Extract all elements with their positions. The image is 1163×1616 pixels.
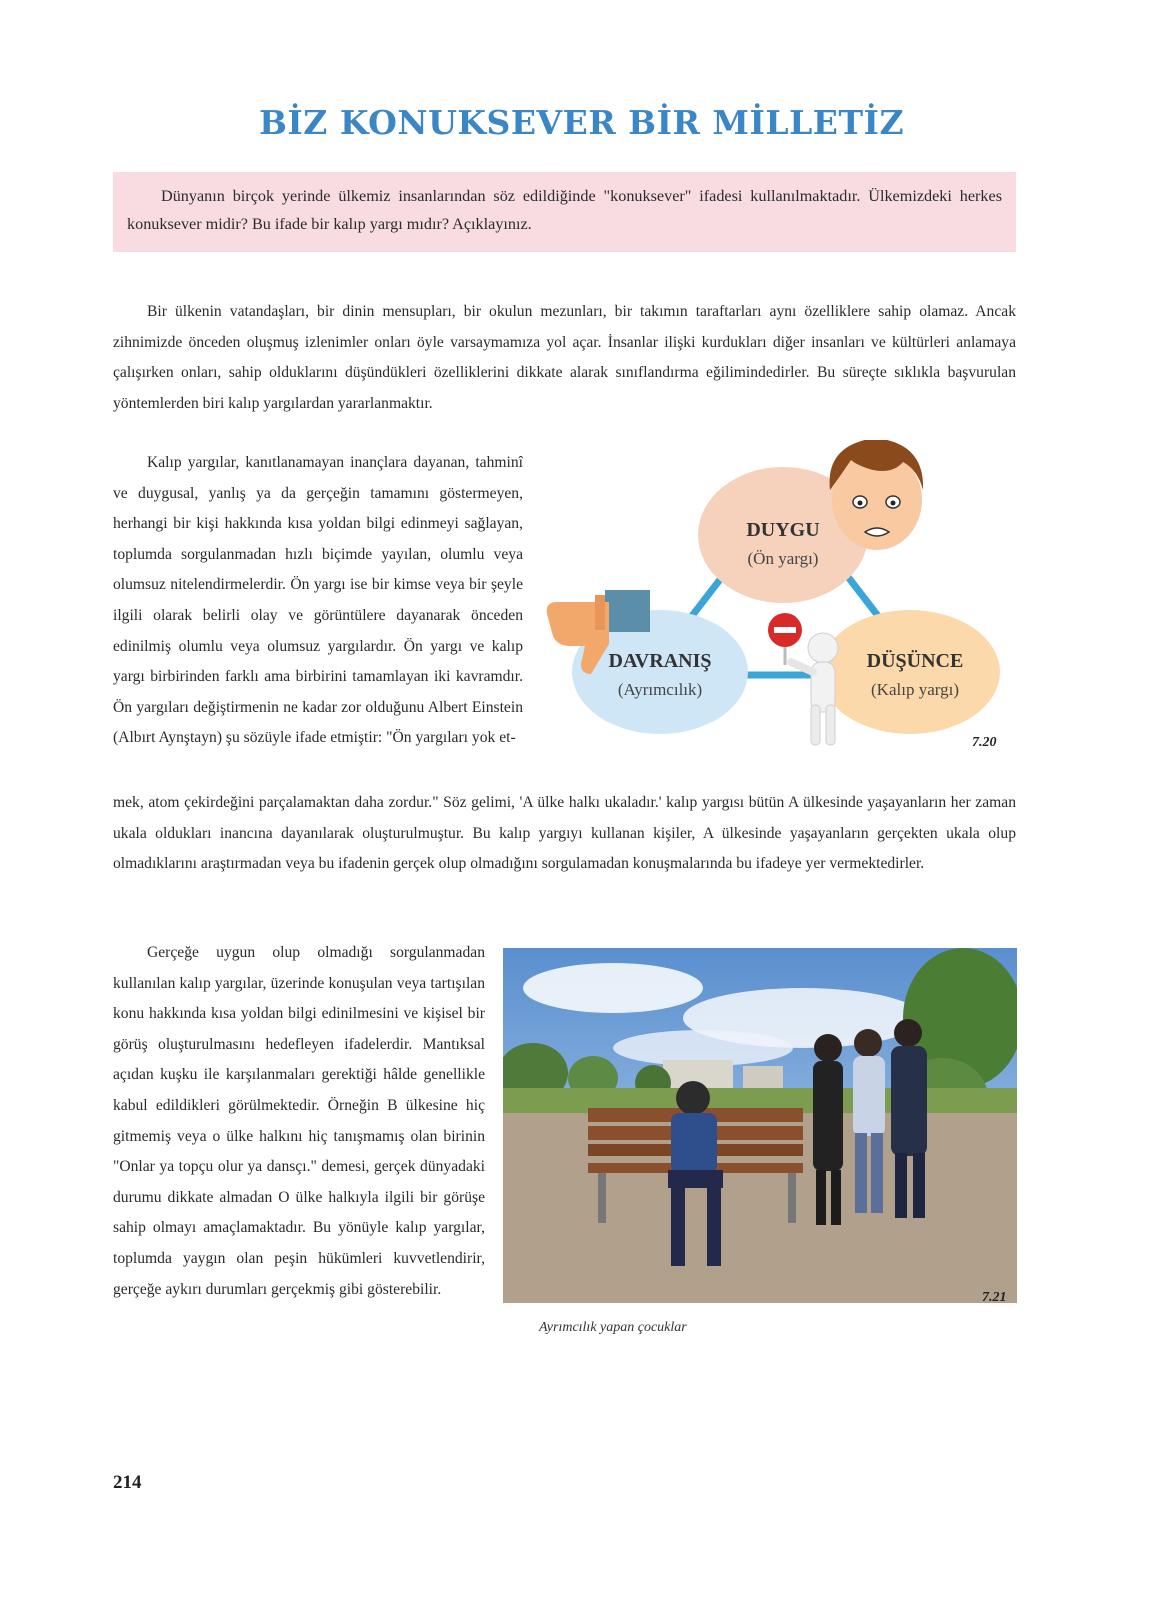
page-title: BİZ KONUKSEVER BİR MİLLETİZ — [258, 103, 905, 142]
concept-diagram — [545, 440, 1020, 760]
page-number: 214 — [113, 1472, 142, 1493]
callout-text: Dünyanın birçok yerinde ülkemiz insanlarından söz edildiğinde "konuksever" ifadesi kullanılmaktadır. Ülkemizdeki herkes konuksever midir? Bu ifade bir kalıp yargı mıdır? Açıklayınız. — [127, 187, 1002, 233]
figure-number-diagram: 7.20 — [972, 735, 997, 750]
stop-sign-figure-icon — [768, 613, 838, 745]
duygu-sublabel: (Ön yargı) — [747, 549, 819, 568]
paragraph-intro: Bir ülkenin vatandaşları, bir dinin mensupları, bir okulun mezunları, bir takımın taraftarları aynı özelliklere sahip olamaz. Ancak zihnimizde önceden oluşmuş izlenimler onları öyle varsaymamıza yol açar. İnsanlar ilişki kurdukları diğer insanları ve kültürleri anlamaya çalışırken onları, sahip olduklarını düşündükleri özelliklerini dikkate alarak sınıflandırma eğilimindedirler. Bu süreçte sıklıkla başvurulan yöntemlerden biri kalıp yargılardan yararlanmaktır. — [113, 303, 1016, 412]
duygu-label: DUYGU — [746, 519, 820, 541]
question-callout-box — [113, 172, 1016, 252]
figure-number-photo: 7.21 — [982, 1290, 1007, 1305]
dusunce-label: DÜŞÜNCE — [866, 650, 964, 672]
dusunce-circle — [820, 610, 1000, 734]
davranis-label: DAVRANIŞ — [608, 650, 712, 672]
paragraph-conclusion: Gerçeğe uygun olup olmadığı sorgulanmadan kullanılan kalıp yargılar, üzerinde konuşulan veya tartışılan konu hakkında kısa yoldan bilgi edinilmesini ve kişisel bir görüş oluşturulmasını hedefleyen ifadelerdir. Mantıksal açıdan kuşku ile karşılanmaları gerektiği hâlde genellikle kabul edildikleri görülmektedir. Örneğin B ülkesine hiç gitmemiş veya o ülke halkını hiç tanışmamış olan birinin "Onlar ya topçu olur ya dansçı." demesi, gerçek dünyadaki durumu dikkate almadan O ülke halkıyla ilgili bir görüşe sahip olmayı amaçlamaktadır. Bu yönüyle kalıp yargılar, toplumda yaygın olan peşin hükümleri kuvvetlendirir, gerçeğe aykırı durumları gerçekmiş gibi gösterebilir. — [113, 944, 485, 1298]
paragraph-example: mek, atom çekirdeğini parçalamaktan daha zordur." Söz gelimi, 'A ülke halkı ukaladır.' kalıp yargısı bütün A ülkesinde yaşayanların her zaman ukala oldukları inancına dayanılarak oluşturulmuştur. Bu kalıp yargıyı kullanan kişiler, A ülkesinde yaşayanların gerçekten ukala olup olmadıklarını araştırmadan veya bu ifadenin gerçek olup olmadığını sorgulamadan konuşmalarında bu ifadeye yer vermektedirler. — [113, 794, 1016, 873]
paragraph-definitions: Kalıp yargılar, kanıtlanamayan inançlara dayanan, tahminî ve duygusal, yanlış ya da gerçeğin tamamını göstermeyen, herhangi bir kişi hakkında kısa yoldan bilgi edinmeyi sağlayan, toplumda sorgulanmadan hızlı biçimde yayılan, olumlu veya olumsuz nitelendirmelerdir. Ön yargı ise bir kimse veya bir şeyle ilgili olarak belirli olay ve görüntülere dayanarak önceden edinilmiş olumlu veya olumsuz yargılardır. Ön yargı ve kalıp yargı birbirinden farklı ama birbirini tamamlayan iki kavramdır. Ön yargıları değiştirmenin ne kadar zor olduğunu Albert Einstein (Albırt Aynştayn) şu sözüyle ifade etmiştir: "Ön yargıları yok et- — [113, 454, 523, 747]
davranis-sublabel: (Ayrımcılık) — [617, 680, 703, 699]
dusunce-sublabel: (Kalıp yargı) — [871, 680, 959, 699]
children-photo — [503, 948, 1017, 1303]
photo-caption: Ayrımcılık yapan çocuklar — [539, 1320, 687, 1335]
